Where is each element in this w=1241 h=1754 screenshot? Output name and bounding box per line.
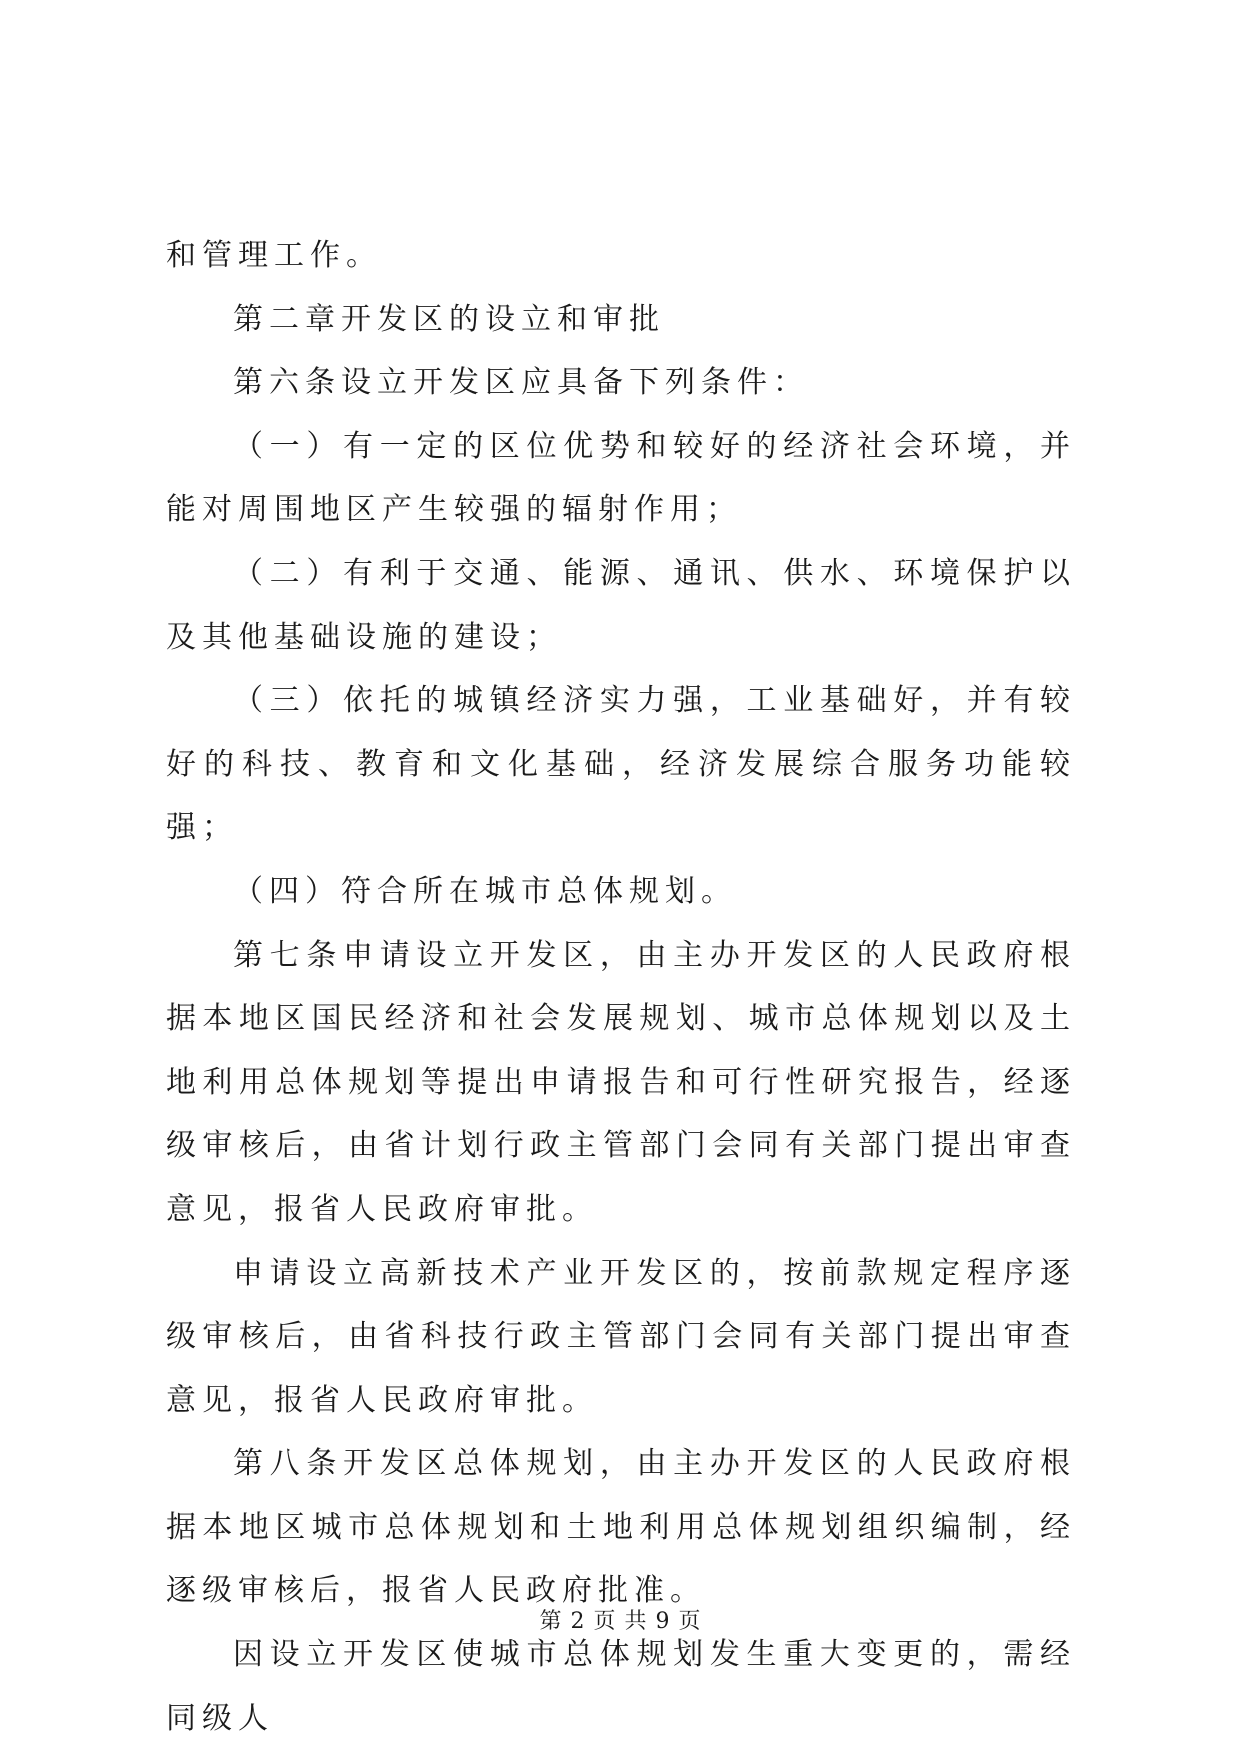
plan-change-paragraph: 因设立开发区使城市总体规划发生重大变更的，需经同级人 [166,1637,1076,1736]
condition-1-paragraph: （一）有一定的区位优势和较好的经济社会环境，并能对周围地区产生较强的辐射作用； [166,428,1076,528]
condition-4-paragraph: （四）符合所在城市总体规划。 [233,873,737,909]
condition-2-paragraph: （二）有利于交通、能源、通讯、供水、环境保护以及其他基础设施的建设； [166,555,1076,655]
article-7-paragraph: 第七条申请设立开发区，由主办开发区的人民政府根据本地区国民经济和社会发展规划、城市总体规划以及土地利用总体规划等提出申请报告和可行性研究报告，经逐级审核后，由省计划行政主管部门会同有关部门提出审查意见，报省人民政府审批。 [166,937,1076,1227]
article-8-paragraph: 第八条开发区总体规划，由主办开发区的人民政府根据本地区城市总体规划和土地利用总体规划组织编制，经逐级审核后，报省人民政府批准。 [166,1446,1076,1609]
condition-3-paragraph: （三）依托的城镇经济实力强，工业基础好，并有较好的科技、教育和文化基础，经济发展综合服务功能较强； [166,683,1076,846]
high-tech-zone-paragraph: 申请设立高新技术产业开发区的，按前款规定程序逐级审核后，由省科技行政主管部门会同有关部门提出审查意见，报省人民政府审批。 [166,1255,1076,1418]
paragraph-continuation: 和管理工作。 [166,238,382,273]
article-6-paragraph: 第六条设立开发区应具备下列条件： [233,365,809,401]
chapter-heading: 第二章开发区的设立和审批 [233,301,665,337]
page-number-footer: 第 2 页 共 9 页 [539,1609,702,1634]
document-body [166,224,1076,1750]
